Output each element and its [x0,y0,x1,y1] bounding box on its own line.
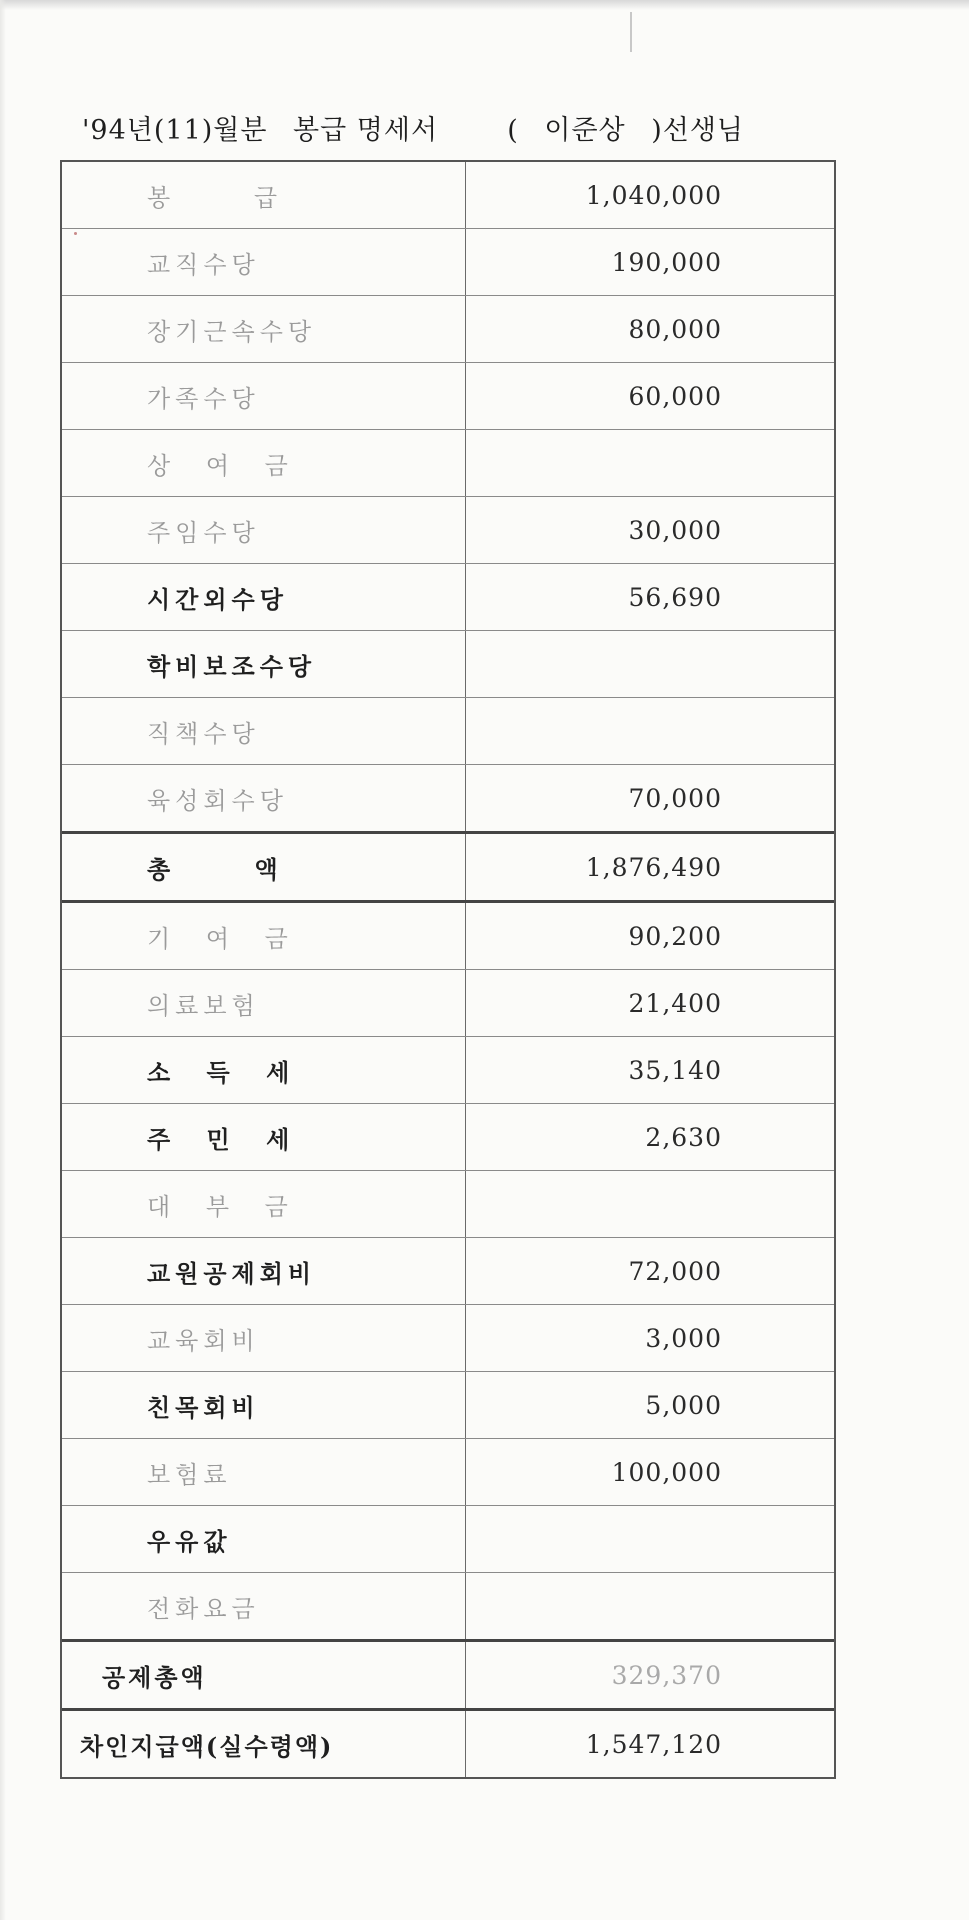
table-row [62,970,834,1037]
row-label: 대 부 금 [62,1171,466,1237]
table-row [62,903,834,970]
row-value: 100,000 [611,1457,722,1487]
table-row [62,162,834,229]
table-row-net-pay [62,1711,834,1777]
title-period: '94년(11)월분 [82,115,268,146]
table-row [62,1506,834,1573]
title-recipient-name: 이준상 [544,115,626,146]
row-label: 봉 급 [62,162,466,228]
table-row [62,1305,834,1372]
table-row [62,1104,834,1171]
row-label: 상 여 금 [62,430,466,496]
row-label: 교직수당 [62,229,466,295]
row-value: 1,040,000 [585,180,722,210]
table-row [62,1171,834,1238]
row-value: 80,000 [628,314,722,344]
table-row [62,497,834,564]
table-row [62,430,834,497]
row-value [466,430,834,496]
table-row [62,564,834,631]
row-label: 기 여 금 [62,903,466,969]
table-row [62,631,834,698]
table-row [62,1372,834,1439]
row-value: 56,690 [628,582,722,612]
row-value: 90,200 [628,921,722,951]
row-value [466,631,834,697]
row-label: 주 민 세 [62,1104,466,1170]
title-recipient-open: ( [507,115,519,146]
row-value: 2,630 [645,1122,722,1152]
row-label: 교원공제회비 [62,1238,466,1304]
row-value: 5,000 [645,1390,722,1420]
row-label: 전화요금 [62,1573,466,1639]
row-label: 학비보조수당 [62,631,466,697]
table-row-deduction-total [62,1642,834,1711]
row-value [466,698,834,764]
row-value: 70,000 [628,783,722,813]
title-recipient-close: )선생님 [651,115,744,146]
table-row [62,1238,834,1305]
row-label: 소 득 세 [62,1037,466,1103]
row-value: 3,000 [645,1323,722,1353]
row-label: 친목회비 [62,1372,466,1438]
table-row-total [62,834,834,903]
row-value: 1,876,490 [585,852,722,882]
scan-mark [630,12,632,52]
row-label: 육성회수당 [62,765,466,831]
row-label: 우유값 [62,1506,466,1572]
row-label: 시간외수당 [62,564,466,630]
row-label: 직책수당 [62,698,466,764]
row-label: 의료보험 [62,970,466,1036]
row-value: 190,000 [611,247,722,277]
scan-top-edge [0,0,969,10]
table-row [62,765,834,834]
table-row [62,363,834,430]
salary-statement-table [60,160,836,1779]
row-value: 72,000 [628,1256,722,1286]
row-value: 35,140 [628,1055,722,1085]
row-value: 1,547,120 [585,1729,722,1759]
row-label: 공제총액 [62,1642,466,1708]
row-value [466,1171,834,1237]
row-label: 가족수당 [62,363,466,429]
table-row [62,1037,834,1104]
row-value [466,1573,834,1639]
row-label: 장기근속수당 [62,296,466,362]
table-row [62,1573,834,1642]
row-value: 60,000 [628,381,722,411]
row-value: 329,370 [611,1660,722,1690]
title-doc-name: 봉급 명세서 [293,115,439,146]
row-label: 총 액 [62,834,466,900]
row-value: 30,000 [628,515,722,545]
row-label: 교육회비 [62,1305,466,1371]
table-row [62,1439,834,1506]
table-row [62,229,834,296]
row-label: 차인지급액(실수령액) [62,1711,466,1777]
table-row [62,698,834,765]
table-row [62,296,834,363]
row-value [466,1506,834,1572]
document-title [82,108,744,147]
scan-left-edge [0,0,6,1920]
row-value: 21,400 [628,988,722,1018]
row-label: 주임수당 [62,497,466,563]
row-label: 보험료 [62,1439,466,1505]
